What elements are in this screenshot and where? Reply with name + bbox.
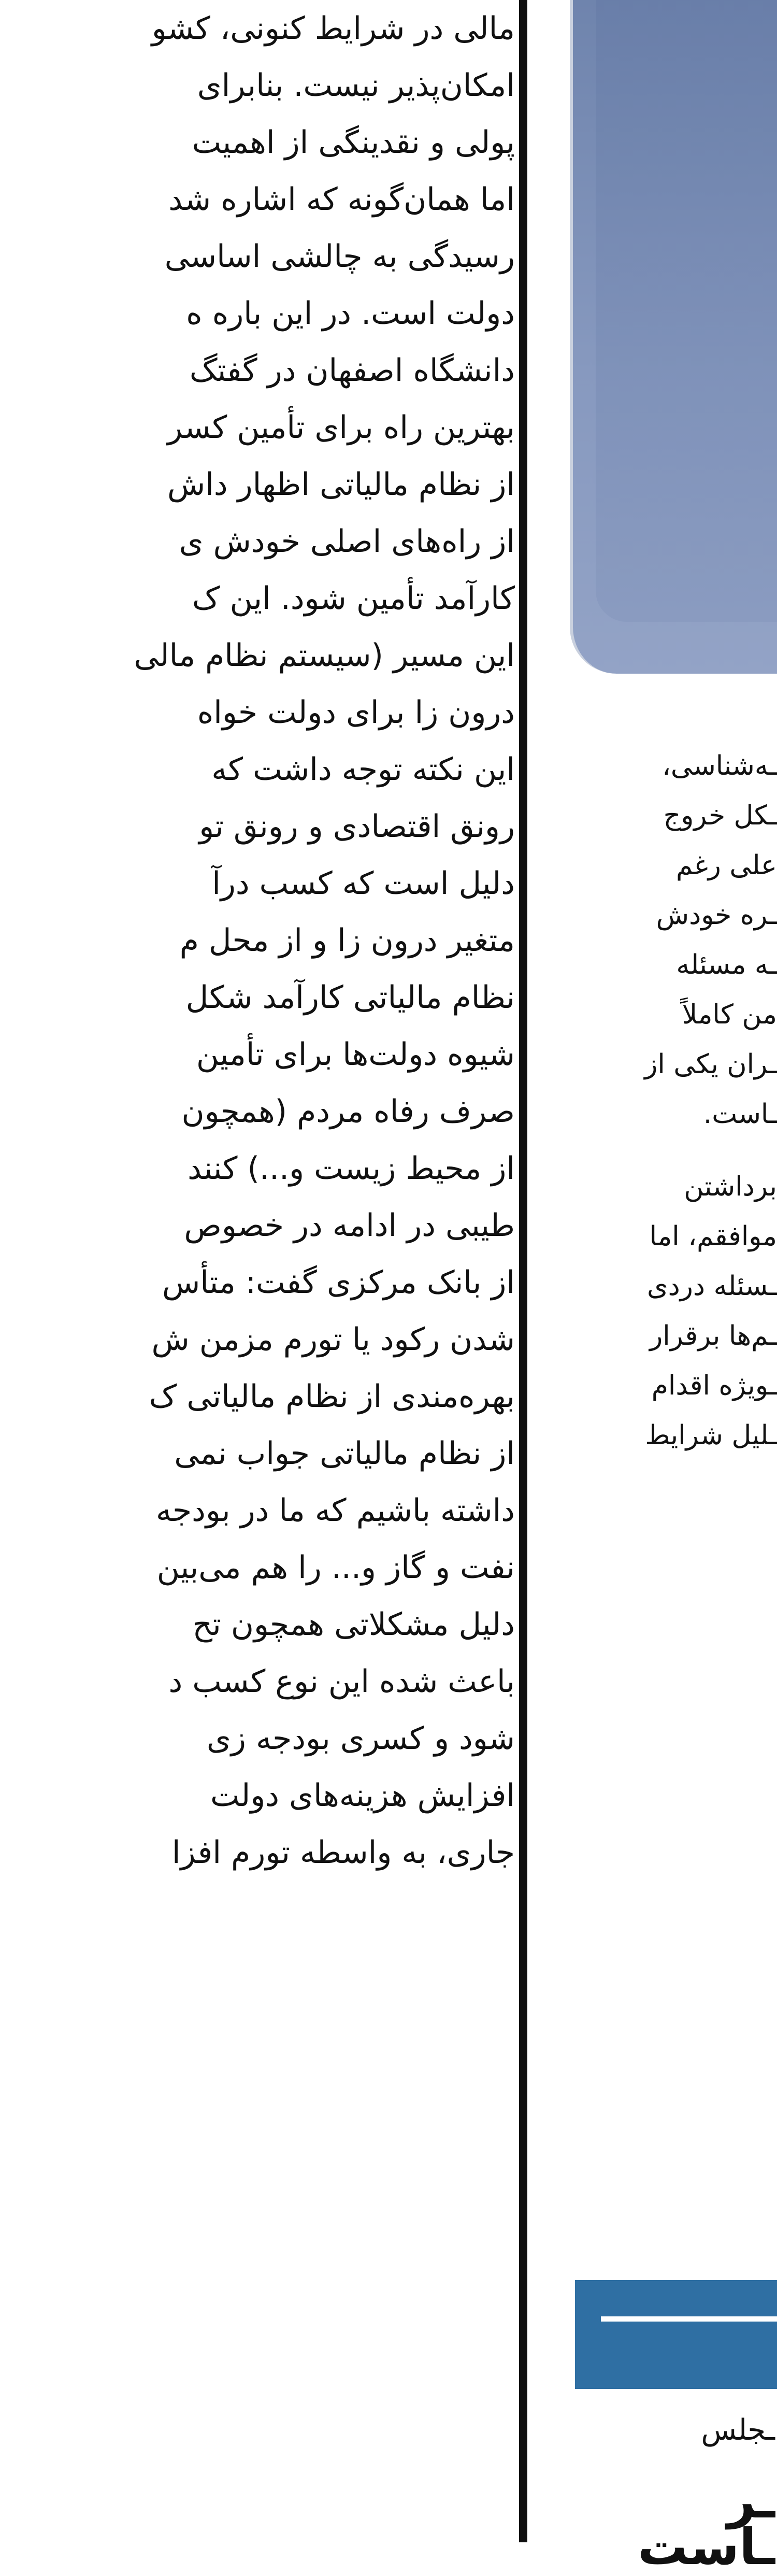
text-line: اما همان‌گونه که اشاره شد — [0, 171, 519, 228]
text-line: پولی و نقدینگی از اهمیت — [0, 114, 519, 171]
text-line: درون زا برای دولت خواه — [0, 684, 519, 741]
text-line: دولت است. در این باره ه — [0, 285, 519, 342]
text-line: شود و کسری بودجه زی — [0, 1710, 519, 1767]
text-line: باعث شده این نوع کسب د — [0, 1653, 519, 1710]
text-line: امکان‌پذیر نیست. بنابرای — [0, 57, 519, 114]
text-line: ـره خودش — [534, 890, 777, 940]
headline-line-1: ـر — [727, 2472, 777, 2529]
text-line: از محیط زیست و...) کنند — [0, 1140, 519, 1197]
text-line: کارآمد تأمین شود. این ک — [0, 570, 519, 627]
article-text-lines — [0, 0, 519, 1881]
headline-kicker: ـجلس — [701, 2410, 777, 2451]
text-line: متغیر درون زا و از محل م — [0, 912, 519, 969]
text-line: نظام مالیاتی کارآمد شکل — [0, 969, 519, 1026]
text-line: از نظام مالیاتی جواب نمی — [0, 1425, 519, 1482]
photo-highlight — [596, 0, 777, 622]
text-line: رسیدگی به چالشی اساسی — [0, 228, 519, 285]
text-line: شدن رکود یا تورم مزمن ش — [0, 1311, 519, 1368]
text-line: دلیل مشکلاتی همچون تح — [0, 1596, 519, 1653]
text-line: دانشگاه اصفهان در گفتگ — [0, 342, 519, 399]
text-line: داشته باشیم که ما در بودجه — [0, 1482, 519, 1539]
text-line: طیبی در ادامه در خصوص — [0, 1197, 519, 1254]
headline-line-2: ـاست — [638, 2518, 777, 2575]
text-line: بهترین راه برای تأمین کسر — [0, 399, 519, 456]
banner-divider-line — [601, 2316, 777, 2322]
text-line: از راه‌های اصلی خودش ی — [0, 513, 519, 570]
column-divider — [519, 0, 527, 2542]
text-line: من کاملاً — [534, 990, 777, 1040]
text-line: دلیل است که کسب درآ — [0, 855, 519, 912]
text-line: صرف رفاه مردم (همچون — [0, 1083, 519, 1140]
text-line: از بانک مرکزی گفت: متأس — [0, 1254, 519, 1311]
side-text-column — [534, 741, 777, 1460]
text-line: ـه‌شناسی، — [534, 741, 777, 791]
text-line: ـم‌ها برقرار — [534, 1311, 777, 1361]
text-line: از نظام مالیاتی اظهار داش — [0, 456, 519, 513]
text-line: ـران یکی از — [534, 1040, 777, 1089]
text-line: نفت و گاز و... را هم می‌بین — [0, 1539, 519, 1596]
text-line: موافقم، اما — [534, 1212, 777, 1261]
side-paragraph-2 — [534, 1162, 777, 1460]
text-line: برداشتن — [534, 1162, 777, 1212]
text-line: ـاست. — [534, 1089, 777, 1139]
text-line: رونق اقتصادی و رونق تو — [0, 798, 519, 855]
text-line: علی رغم — [534, 841, 777, 890]
text-line: شیوه دولت‌ها برای تأمین — [0, 1026, 519, 1083]
text-line: جاری، به واسطه تورم افزا — [0, 1824, 519, 1881]
text-line: مالی در شرایط کنونی، کشو — [0, 0, 519, 57]
text-line: ـسئله دردی — [534, 1261, 777, 1311]
side-paragraph-1 — [534, 741, 777, 1139]
text-line: این نکته توجه داشت که — [0, 741, 519, 798]
text-line: افزایش هزینه‌های دولت — [0, 1767, 519, 1824]
text-line: ـلیل شرایط — [534, 1411, 777, 1460]
text-line: ـه مسئله — [534, 940, 777, 990]
text-line: ـکل خروج — [534, 791, 777, 841]
text-line: بهره‌مندی از نظام مالیاتی ک — [0, 1368, 519, 1425]
text-line: این مسیر (سیستم نظام مالی — [0, 627, 519, 684]
text-line: ـویژه اقدام — [534, 1361, 777, 1411]
